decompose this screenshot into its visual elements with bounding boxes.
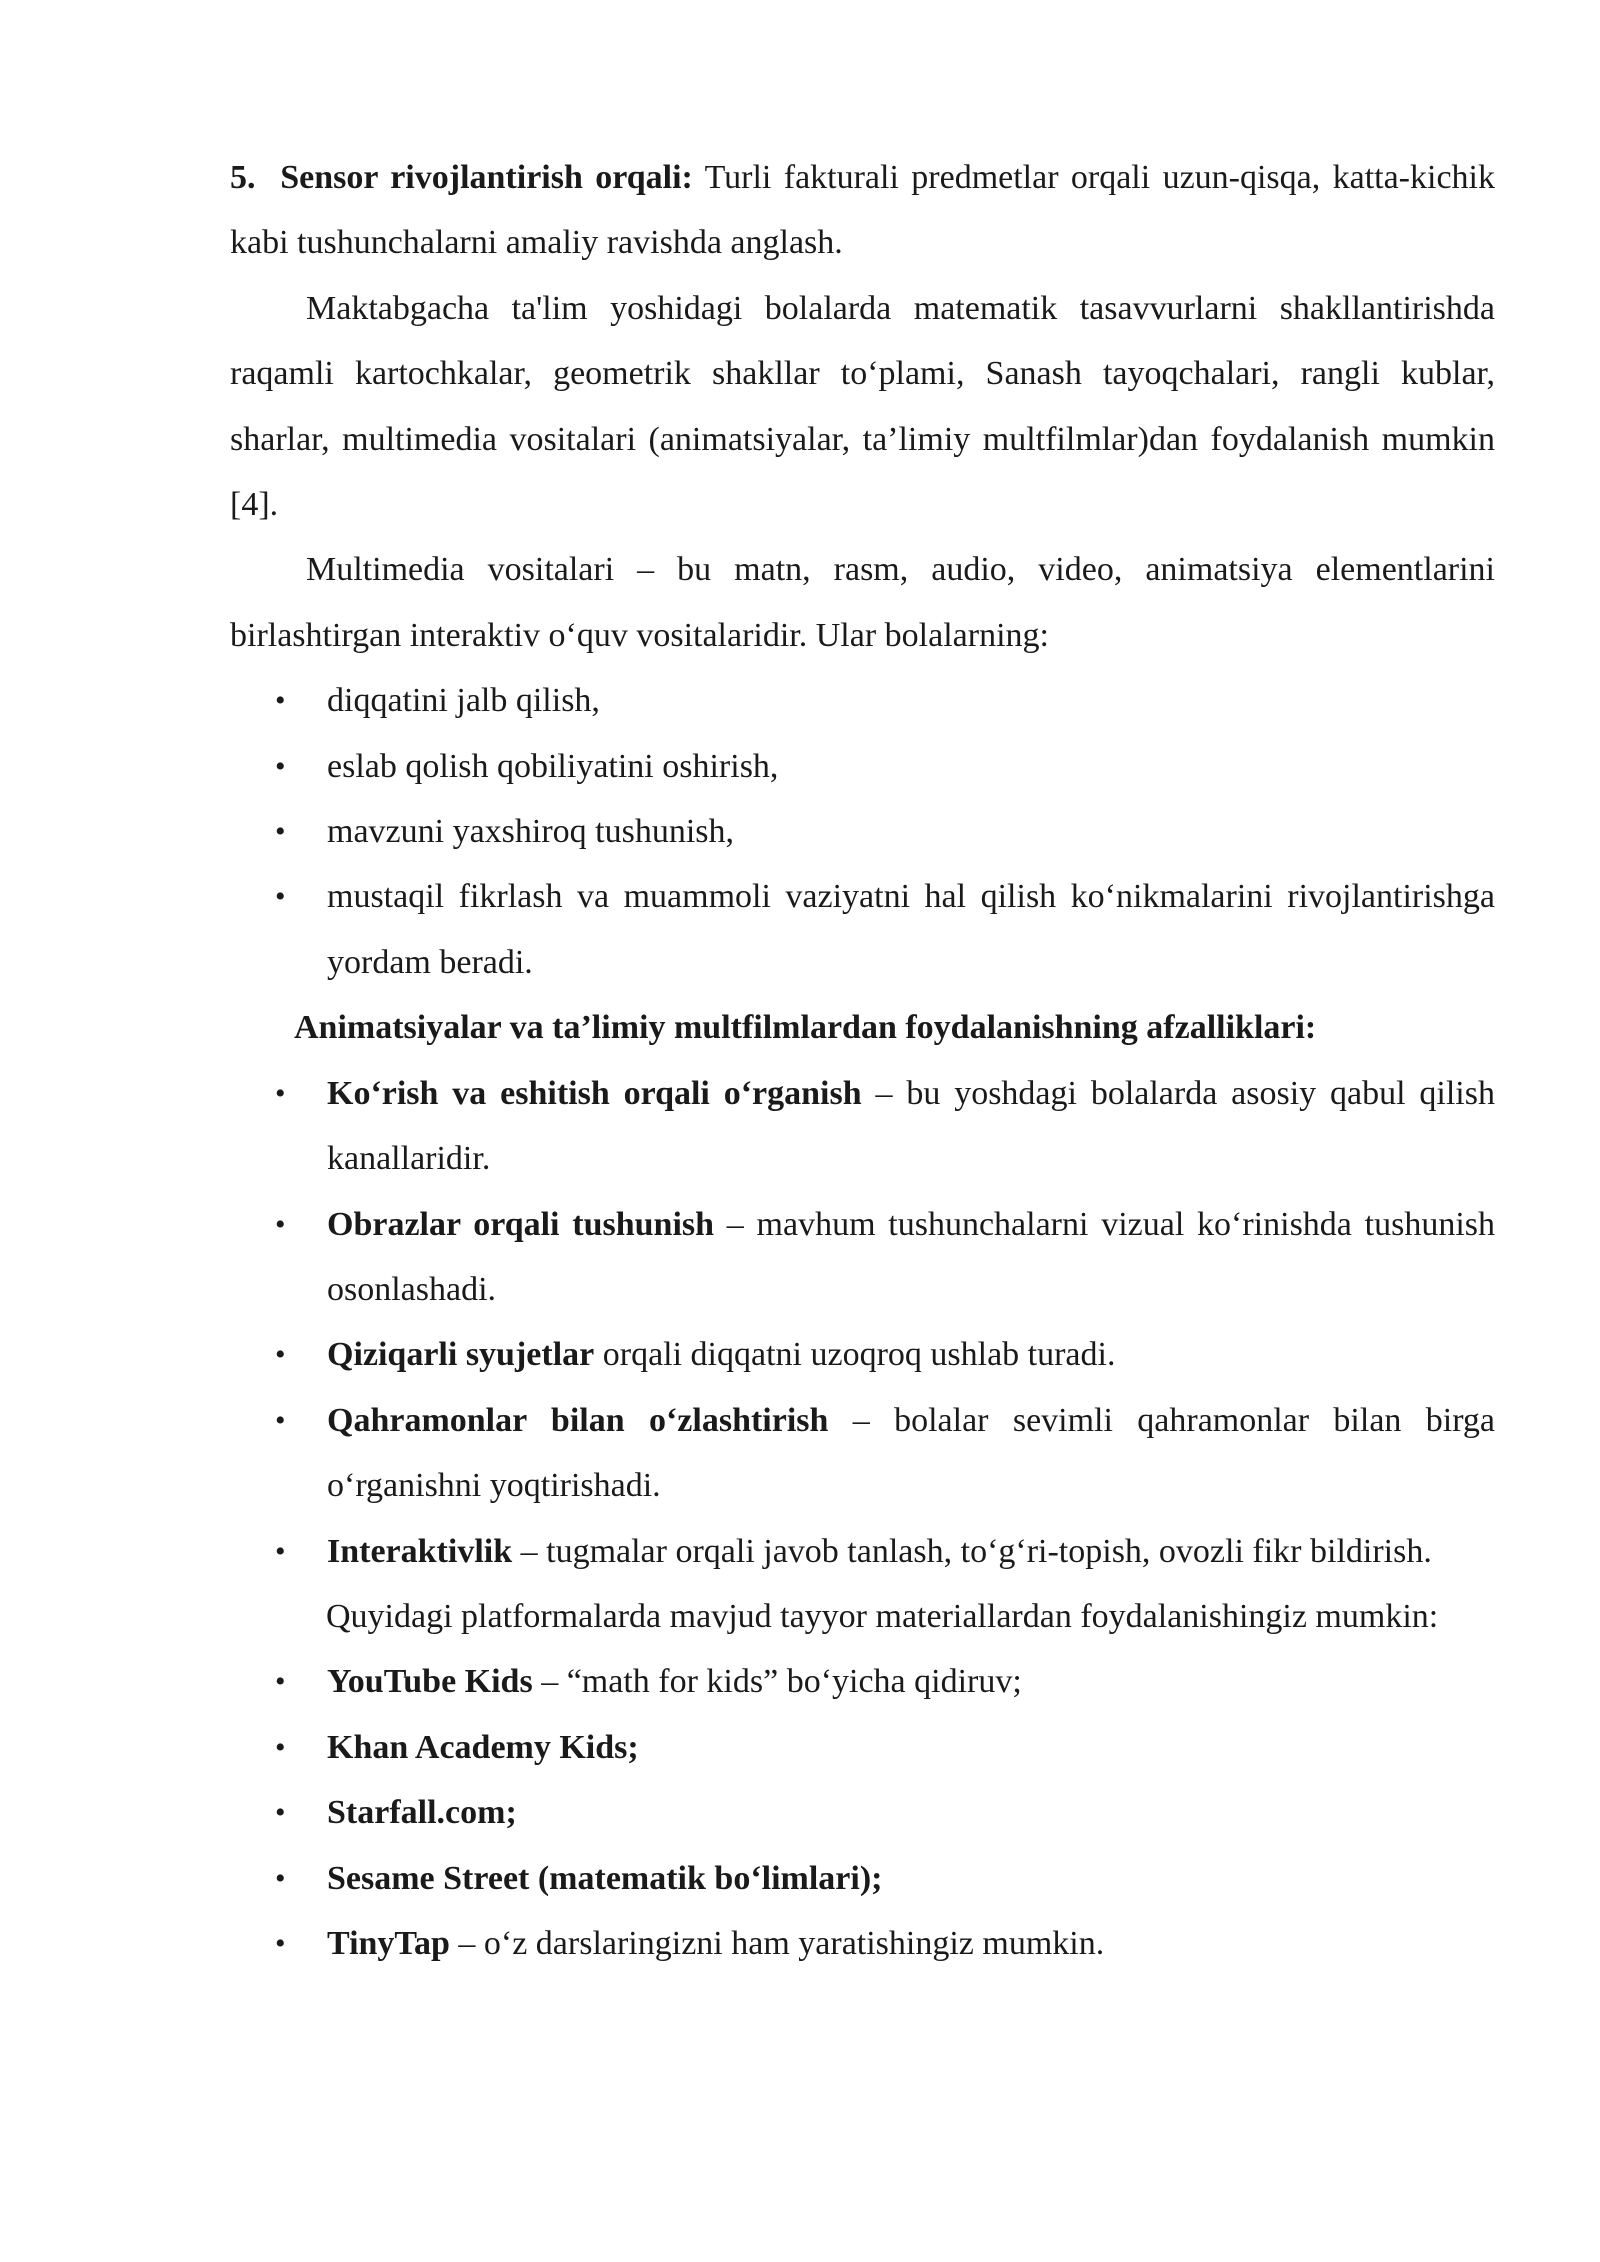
list-item-text: mavzuni yaxshiroq tushunish, [327, 813, 735, 851]
bullet-icon: • [275, 1730, 286, 1764]
bullet-icon: • [275, 1796, 286, 1830]
bullet-icon: • [275, 1665, 286, 1699]
list-item-bold: Ko‘rish va eshitish orqali o‘rganish [327, 1074, 862, 1112]
bullet-icon: • [275, 1338, 286, 1372]
list-item [230, 1780, 1495, 1845]
list-item-text: – bolalar sevimli qahramonlar bilan birga o‘rganishni yoqtirishadi. [327, 1401, 1495, 1505]
bullet-icon: • [275, 1076, 286, 1110]
advantages-list [230, 1061, 1495, 1584]
list-item-text: – tugmalar orqali javob tanlash, to‘g‘ri-topish, ovozli fikr bildirish. [512, 1532, 1432, 1570]
list-item-text: – mavhum tushunchalarni vizual ko‘rinishda tushunish osonlashadi. [327, 1205, 1496, 1308]
bullet-icon: • [275, 1534, 286, 1568]
item-text: Turli fakturali predmetlar orqali uzun-qisqa, katta-kichik kabi tushunchalarni amaliy ravishda anglash. [230, 159, 1495, 262]
document-page [230, 145, 1495, 1976]
list-item-text: diqqatini jalb qilish, [327, 682, 600, 720]
paragraph-platforms: Quyidagi platformalarda mavjud tayyor materiallardan foydalanishingiz mumkin: [326, 1597, 1439, 1635]
list-item-bold: Qahramonlar bilan o‘zlashtirish [327, 1401, 829, 1439]
list-item [230, 1322, 1495, 1387]
list-item [230, 734, 1495, 799]
bullet-icon: • [275, 684, 286, 718]
list-item-bold: TinyTap [327, 1924, 450, 1962]
bullet-icon: • [275, 1207, 286, 1241]
list-item [230, 864, 1495, 995]
list-item [230, 1519, 1495, 1584]
list-item-bold: Obrazlar orqali tushunish [327, 1205, 715, 1243]
list-item [230, 1649, 1495, 1714]
list-item [230, 1911, 1495, 1976]
numbered-item-5 [230, 145, 1495, 276]
bullet-icon: • [275, 1926, 286, 1960]
bullet-icon: • [275, 880, 286, 914]
list-item-bold: Qiziqarli syujetlar [327, 1336, 595, 1374]
list-item-bold: YouTube Kids [327, 1663, 533, 1701]
list-item [230, 1846, 1495, 1911]
list-item-bold: Khan Academy Kids; [327, 1728, 639, 1766]
list-item-bold: Interaktivlik [327, 1532, 513, 1570]
list-item-text: – “math for kids” bo‘yicha qidiruv; [532, 1663, 1022, 1701]
paragraph-multimedia: Multimedia vositalari – bu matn, rasm, audio, video, animatsiya elementlarini birlashtirgan interaktiv o‘quv vositalaridir. Ular bolalarning: [230, 551, 1495, 654]
section-heading: Animatsiyalar va ta’limiy multfilmlardan foydalanishning afzalliklari: [294, 1009, 1317, 1047]
benefits-list [230, 668, 1495, 995]
bullet-icon: • [275, 1861, 286, 1895]
list-item-bold: Starfall.com; [327, 1794, 517, 1832]
bullet-icon: • [275, 749, 286, 783]
paragraph-intro: Maktabgacha ta'lim yoshidagi bolalarda matematik tasavvurlarni shakllantirishda raqamli kartochkalar, geometrik shakllar to‘plami, Sanash tayoqchalari, rangli kublar, sharlar, multimedia vositalari (animatsiyalar, ta’limiy multfilmlar)dan foydalanish mumkin [4]. [230, 289, 1495, 524]
list-item [230, 668, 1495, 733]
list-item [230, 1061, 1495, 1192]
list-item [230, 1715, 1495, 1780]
list-item-text: mustaqil fikrlash va muammoli vaziyatni hal qilish ko‘nikmalarini rivojlantirishga yordam beradi. [327, 878, 1495, 981]
list-item-text: – o‘z darslaringizni ham yaratishingiz mumkin. [449, 1924, 1105, 1962]
list-item-text: orqali diqqatni uzoqroq ushlab turadi. [594, 1336, 1116, 1374]
list-item [230, 1192, 1495, 1323]
list-item-text: – bu yoshdagi bolalarda asosiy qabul qilish kanallaridir. [327, 1074, 1495, 1178]
list-item [230, 799, 1495, 864]
list-item-bold: Sesame Street (matematik bo‘limlari); [327, 1859, 883, 1897]
list-item [230, 1388, 1495, 1519]
platforms-list [230, 1649, 1495, 1976]
list-item-text: eslab qolish qobiliyatini oshirish, [327, 747, 779, 785]
item-title: Sensor rivojlantirish orqali: [280, 159, 693, 196]
bullet-icon: • [275, 1403, 286, 1437]
bullet-icon: • [275, 815, 286, 849]
item-number: 5. [230, 159, 256, 196]
